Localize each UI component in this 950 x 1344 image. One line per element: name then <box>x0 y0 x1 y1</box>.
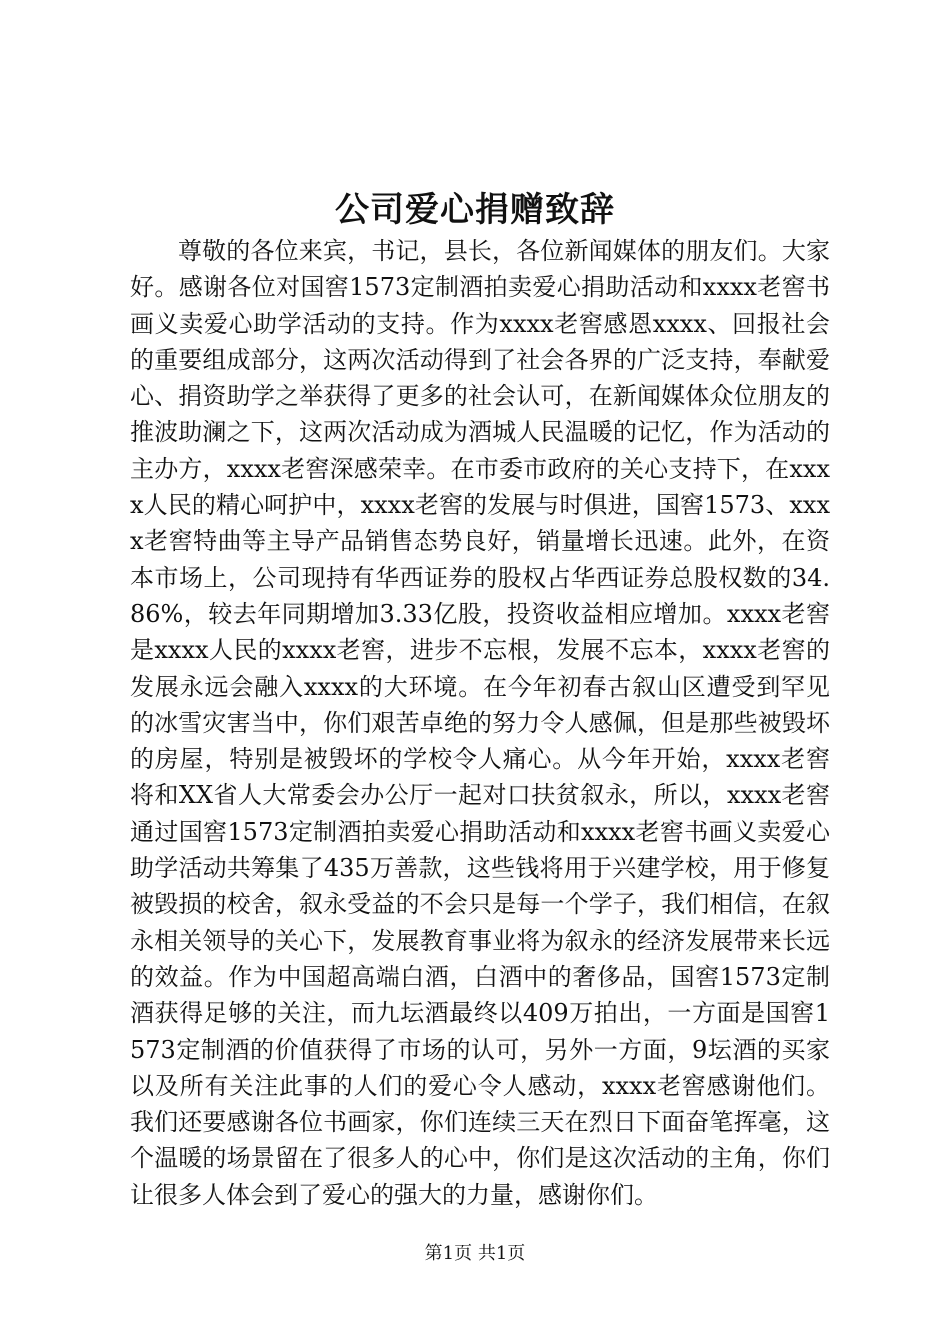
document-title: 公司爱心捐赠致辞 <box>335 190 615 230</box>
speech-body-paragraph: 尊敬的各位来宾，书记，县长，各位新闻媒体的朋友们。大家好。感谢各位对国窖1573定制酒拍卖爱心捐助活动和xxxx老窖书画义卖爱心助学活动的支持。作为xxxx老窖感恩xxxx、回报社会的重要组成部分，这两次活动得到了社会各界的广泛支持，奉献爱心、捐资助学之举获得了更多的社会认可，在新闻媒体众位朋友的推波助澜之下，这两次活动成为酒城人民温暖的记忆，作为活动的主办方，xxxx老窖深感荣幸。在市委市政府的关心支持下，在xxxx人民的精心呵护中，xxxx老窖的发展与时俱进，国窖1573、xxxx老窖特曲等主导产品销售态势良好，销量增长迅速。此外，在资本市场上，公司现持有华西证券的股权占华西证券总股权数的34.86%，较去年同期增加3.33亿股，投资收益相应增加。xxxx老窖是xxxx人民的xxxx老窖，进步不忘根，发展不忘本，xxxx老窖的发展永远会融入xxxx的大环境。在今年初春古叙山区遭受到罕见的冰雪灾害当中，你们艰苦卓绝的努力令人感佩，但是那些被毁坏的房屋，特别是被毁坏的学校令人痛心。从今年开始，xxxx老窖将和XX省人大常委会办公厅一起对口扶贫叙永，所以，xxxx老窖通过国窖1573定制酒拍卖爱心捐助活动和xxxx老窖书画义卖爱心助学活动共筹集了435万善款，这些钱将用于兴建学校，用于修复被毁损的校舍，叙永受益的不会只是每一个学子，我们相信，在叙永相关领导的关心下，发展教育事业将为叙永的经济发展带来长远的效益。作为中国超高端白酒，白酒中的奢侈品，国窖1573定制酒获得足够的关注，而九坛酒最终以409万拍出，一方面是国窖1573定制酒的价值获得了市场的认可，另外一方面，9坛酒的买家以及所有关注此事的人们的爱心令人感动，xxxx老窖感谢他们。我们还要感谢各位书画家，你们连续三天在烈日下面奋笔挥毫，这个温暖的场景留在了很多人的心中，你们是这次活动的主角，你们让很多人体会到了爱心的强大的力量，感谢你们。 <box>130 237 830 1209</box>
page-number-footer: 第1页 共1页 <box>424 1243 526 1264</box>
